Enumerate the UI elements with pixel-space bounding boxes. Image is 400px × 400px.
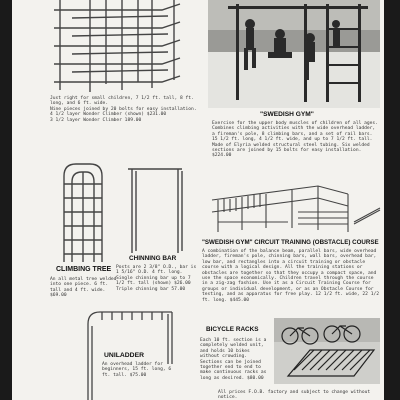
left-margin-strip <box>0 0 12 400</box>
chinning-bar-description: Posts are 2 3/8" O.D., bar is 1 5/16" O.D. 4 ft. long. Single chinning bar up to 7 1/2 ft. tall (shown) $26.00 Triple chinning bar 57.00 <box>116 265 197 292</box>
catalog-page <box>12 0 384 400</box>
uniladder-description: An overhead ladder for beginners, 15 ft. long, 6 ft. tall. $75.00 <box>102 362 172 378</box>
swedish-gym-description: Exercise for the upper body muscles of children of all ages. Combines climbing activities with the wide overhead ladder, a fireman's pole, 8 climbing bars, and a set of rail bars. 15 1/2 ft. long, 4 1/2 ft. wide, and up to 7 1/2 ft. tall. Made of Elyria welded structural steel tubing. Six welded sections are joined by 15 bolts for easy installation. $224.00 <box>212 121 378 159</box>
climbing-tree-description: An all metal tree welded into one piece. 6 ft. tall and 4 ft. wide. $69.00 <box>50 277 117 299</box>
circuit-course-illustration <box>198 172 380 234</box>
bicycle-rack-photo <box>274 318 380 384</box>
climbing-tree-illustration <box>56 158 110 262</box>
bicycle-racks-title: BICYCLE RACKS <box>206 326 259 333</box>
wonder-climber-illustration <box>52 0 182 92</box>
uniladder-title: UNILADDER <box>104 352 145 359</box>
wonder-climber-description: Just right for small children, 7 1/2 ft. tall, 8 ft. long, and 6 ft. wide. Nine pieces joined by 20 bolts for easy installation. 4 1/2 layer Wonder Climber (shown) $231.00 3 1/2 layer Wonder Climber 189.00 <box>50 96 197 123</box>
bicycle-racks-description: Each 10 ft. section is a completely welded unit, and holds 10 bikes without crowding. Sections can be joined together end to end to make continuous racks as long as desired. $80.00 <box>200 338 267 381</box>
swedish-gym-title: "SWEDISH GYM" <box>260 111 314 118</box>
chinning-bar-illustration <box>122 165 190 253</box>
circuit-course-title: "SWEDISH GYM" CIRCUIT TRAINING (OBSTACLE) COURSE <box>202 239 379 246</box>
chinning-bar-title: CHINNING BAR <box>129 255 177 262</box>
pricing-footer-note: All prices F.O.B. factory and subject to change without notice. <box>218 390 371 400</box>
circuit-course-description: A combination of the balance beam, parallel bars, wide overhead ladder, fireman's pole, chinning bars, wall bars, overhead bar, low bar, and rectangles into a circuit training or obstacle course with a logical design. All the training stations or obstacles are together so that they occupy a compact space, and use the space economically. Children travel through the course in a zig-zag fashion. Use it as a Circuit Training Course for groups or individual development, or as an Obstacle Course for testing, and as apparatus for free play. 12 1/2 ft. wide, 22 1/2 ft. long. $445.00 <box>202 249 380 303</box>
swedish-gym-photo <box>208 0 380 108</box>
right-margin-strip <box>388 0 400 400</box>
climbing-tree-title: CLIMBING TREE <box>56 266 112 273</box>
